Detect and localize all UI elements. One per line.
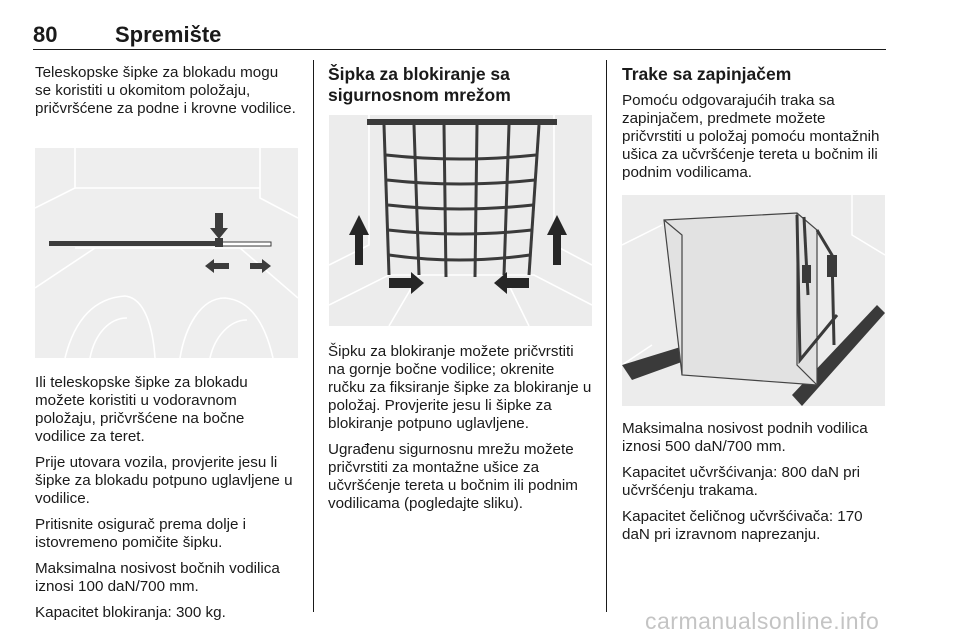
ratchet-strap-figure	[622, 195, 885, 406]
paragraph: Ili teleskopske šipke za blokadu možete koristiti u vodoravnom položaju, pričvršćene na bočne vodilice za teret.	[35, 374, 248, 445]
column-divider	[606, 60, 607, 612]
paragraph: Kapacitet čeličnog učvršćivača: 170 daN pri izravnom naprezanju.	[622, 508, 863, 543]
section-heading: Trake sa zapinjačem	[622, 64, 792, 84]
paragraph: Ugrađenu sigurnosnu mrežu možete pričvrstiti za montažne ušice za učvršćenje tereta u bočnim ili podnim vodilicama (pogledajte sliku).	[328, 441, 578, 512]
paragraph: Maksimalna nosivost podnih vodilica iznosi 500 daN/700 mm.	[622, 420, 868, 455]
paragraph: Pritisnite osigurač prema dolje i istovremeno pomičite šipku.	[35, 516, 247, 551]
column-2	[328, 64, 593, 113]
paragraph: Šipku za blokiranje možete pričvrstiti na gornje bočne vodilice; okrenite ručku za fiksiranje šipke za blokiranje u položaj. Provjerite jesu li šipke za blokiranje potpuno uglavljene.	[328, 343, 592, 432]
column-3-lower	[622, 420, 888, 552]
paragraph: Prije utovara vozila, provjerite jesu li šipke za blokadu potpuno uglavljene u vodilice.	[35, 454, 293, 507]
section-heading: Šipka za blokiranje sa sigurnosnom mrežom	[328, 64, 511, 105]
watermark: carmanualsonline.info	[645, 608, 880, 634]
page-header	[33, 22, 886, 50]
header-rule	[33, 49, 886, 50]
running-title: Spremište	[115, 22, 222, 47]
paragraph: Maksimalna nosivost bočnih vodilica iznosi 100 daN/700 mm.	[35, 560, 280, 595]
column-2-lower	[328, 343, 593, 521]
telescopic-bar-figure	[35, 148, 298, 358]
paragraph: Kapacitet blokiranja: 300 kg.	[35, 604, 226, 621]
page-number: 80	[33, 22, 58, 47]
column-1	[35, 64, 297, 126]
column-3	[622, 64, 888, 190]
paragraph: Pomoću odgovarajućih traka sa zapinjačem, predmete možete pričvrstiti u položaj pomoću montažnih ušica za učvršćenje tereta u bočnim ili podnim vodilicama.	[622, 92, 880, 181]
column-1-lower	[35, 374, 297, 630]
paragraph: Teleskopske šipke za blokadu mogu se koristiti u okomitom položaju, pričvršćene za podne i krovne vodilice.	[35, 64, 296, 117]
safety-net-figure	[329, 115, 592, 326]
paragraph: Kapacitet učvršćivanja: 800 daN pri učvršćenju trakama.	[622, 464, 861, 499]
column-divider	[313, 60, 314, 612]
